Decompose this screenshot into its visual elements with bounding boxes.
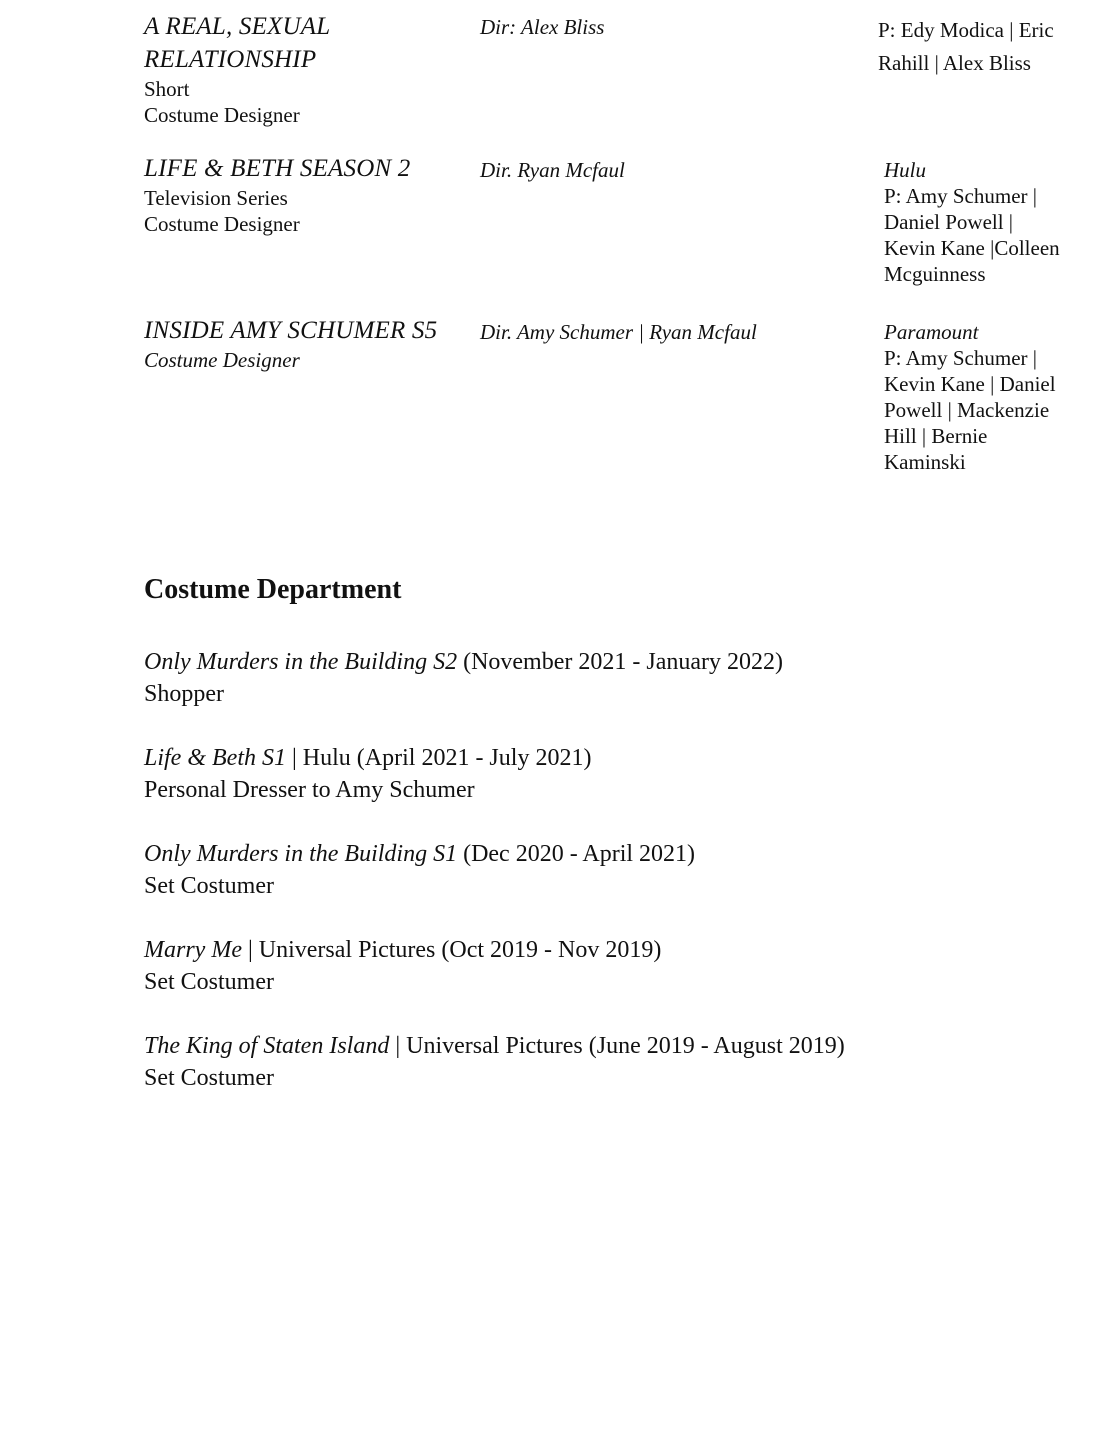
entry-position: Set Costumer — [144, 969, 274, 995]
entry-position: Personal Dresser to Amy Schumer — [144, 777, 475, 803]
department-entry — [144, 934, 661, 998]
producer-line: Powell | Mackenzie — [884, 398, 1050, 422]
credit-director: Dir. Amy Schumer | Ryan Mcfaul — [480, 320, 757, 344]
network-name: Hulu — [884, 158, 926, 182]
entry-title-line — [144, 1030, 845, 1062]
producer-line: Hill | Bernie — [884, 424, 988, 448]
entry-title-line — [144, 742, 591, 774]
show-title: Only Murders in the Building S1 — [144, 841, 458, 867]
section-heading: Costume Department — [144, 574, 402, 605]
show-title: The King of Staten Island — [144, 1033, 390, 1059]
show-title: Only Murders in the Building S2 — [144, 649, 458, 675]
credit-director: Dir. Ryan Mcfaul — [480, 158, 625, 182]
entry-details: (November 2021 - January 2022) — [457, 649, 783, 675]
entry-title-line — [144, 646, 783, 678]
department-entry — [144, 742, 591, 806]
credit-producers — [884, 157, 1060, 287]
producer-line: Kevin Kane | Daniel — [884, 372, 1056, 396]
credit-3 — [144, 314, 437, 373]
credit-director: Dir: Alex Bliss — [480, 15, 605, 39]
department-entry — [144, 838, 695, 902]
producer-line: Daniel Powell | — [884, 210, 1014, 234]
entry-title-line — [144, 934, 661, 966]
credit-2 — [144, 152, 411, 237]
credit-type: Short — [144, 77, 190, 101]
credit-title-line: A REAL, SEXUAL — [144, 13, 331, 40]
credit-role: Costume Designer — [144, 212, 300, 236]
credit-type: Television Series — [144, 186, 288, 210]
entry-position: Shopper — [144, 681, 224, 707]
producer-line: P: Amy Schumer | — [884, 346, 1037, 370]
producer-line: Kaminski — [884, 450, 966, 474]
entry-position: Set Costumer — [144, 873, 274, 899]
credit-title-line: LIFE & BETH SEASON 2 — [144, 155, 411, 182]
entry-details: | Universal Pictures (June 2019 - August 2019) — [389, 1033, 845, 1059]
credit-title-line: INSIDE AMY SCHUMER S5 — [144, 317, 438, 344]
producer-line: P: Amy Schumer | — [884, 184, 1037, 208]
show-title: Life & Beth S1 — [144, 745, 286, 771]
department-entry — [144, 1030, 845, 1094]
producer-line: Kevin Kane |Colleen — [884, 236, 1060, 260]
credit-producers — [884, 319, 1056, 475]
department-entry — [144, 646, 783, 710]
credit-role: Costume Designer — [144, 103, 300, 127]
entry-title-line — [144, 838, 695, 870]
entry-details: | Hulu (April 2021 - July 2021) — [285, 745, 592, 771]
credit-title-line: RELATIONSHIP — [144, 46, 317, 73]
producer-line: Mcguinness — [884, 262, 986, 286]
credit-role: Costume Designer — [144, 348, 300, 372]
show-title: Marry Me — [144, 937, 242, 963]
credit-producers — [878, 14, 1054, 80]
producer-line: P: Edy Modica | Eric — [878, 18, 1054, 42]
entry-details: | Universal Pictures (Oct 2019 - Nov 2019) — [241, 937, 662, 963]
entry-position: Set Costumer — [144, 1065, 274, 1091]
network-name: Paramount — [884, 320, 979, 344]
credit-1 — [144, 10, 330, 128]
producer-line: Rahill | Alex Bliss — [878, 51, 1031, 75]
entry-details: (Dec 2020 - April 2021) — [457, 841, 696, 867]
